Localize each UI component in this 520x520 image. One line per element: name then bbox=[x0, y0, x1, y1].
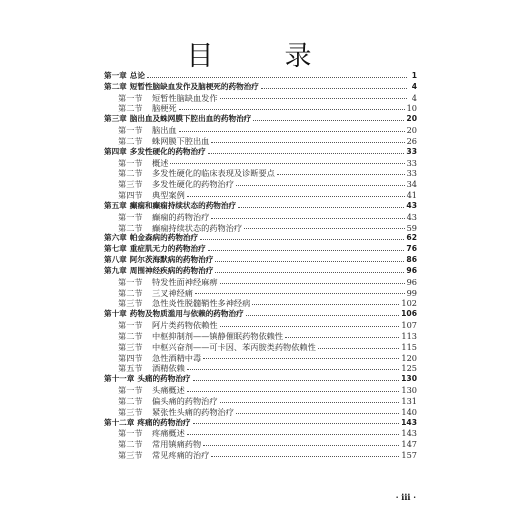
toc-section-row bbox=[104, 212, 417, 223]
toc-leader-dots bbox=[179, 109, 405, 110]
toc-entry-title: 多发性硬化的药物治疗 bbox=[152, 179, 234, 190]
toc-entry-number: 第一节 bbox=[118, 157, 143, 168]
toc-entry-number: 第二节 bbox=[118, 439, 143, 450]
toc-chapter-row bbox=[104, 233, 417, 244]
toc-entry-number: 第十二章 bbox=[104, 417, 135, 427]
toc-leader-dots bbox=[220, 98, 407, 99]
toc-entry-title: 紧张性头痛的药物治疗 bbox=[152, 406, 234, 417]
toc-entry-page: 59 bbox=[406, 222, 417, 233]
toc-entry-number: 第一节 bbox=[118, 385, 143, 396]
toc-entry-title: 头痛的药物治疗 bbox=[137, 374, 191, 384]
toc-entry-title: 酒精依赖 bbox=[152, 363, 185, 374]
toc-entry-page: 4 bbox=[411, 81, 417, 91]
toc-entry-page: 26 bbox=[406, 135, 417, 146]
toc-entry-number: 第八章 bbox=[104, 255, 127, 265]
toc-entry-title: 偏头痛的药物治疗 bbox=[152, 395, 218, 406]
toc-entry-page: 107 bbox=[401, 320, 417, 331]
toc-leader-dots bbox=[193, 423, 400, 424]
toc-leader-dots bbox=[203, 358, 399, 359]
toc-entry-title: 常用镇痛药物 bbox=[152, 439, 202, 450]
toc-section-row bbox=[104, 136, 417, 147]
toc-leader-dots bbox=[236, 413, 399, 414]
toc-entry-number: 第十一章 bbox=[104, 374, 135, 384]
toc-section-row bbox=[104, 407, 417, 418]
toc-leader-dots bbox=[215, 261, 404, 262]
toc-section-row bbox=[104, 342, 417, 353]
toc-chapter-row bbox=[104, 201, 417, 212]
toc-chapter-row bbox=[104, 374, 417, 385]
toc-leader-dots bbox=[203, 445, 399, 446]
toc-entry-page: 4 bbox=[411, 92, 417, 103]
toc-section-row bbox=[104, 179, 417, 190]
toc-leader-dots bbox=[208, 250, 405, 251]
toc-entry-title: 重症肌无力的药物治疗 bbox=[129, 244, 206, 254]
toc-entry-page: 143 bbox=[401, 428, 417, 439]
toc-entry-title: 概述 bbox=[152, 157, 169, 168]
toc-entry-page: 125 bbox=[401, 363, 417, 374]
page-title: 目 录 bbox=[186, 41, 334, 72]
toc-section-row bbox=[104, 125, 417, 136]
table-of-contents bbox=[104, 71, 417, 461]
toc-section-row bbox=[104, 331, 417, 342]
toc-leader-dots bbox=[147, 77, 407, 78]
toc-entry-number: 第三节 bbox=[118, 406, 143, 417]
toc-chapter-row bbox=[104, 71, 417, 82]
toc-leader-dots bbox=[170, 163, 404, 164]
toc-leader-dots bbox=[211, 218, 404, 219]
toc-chapter-row bbox=[104, 309, 417, 320]
toc-entry-page: 33 bbox=[406, 146, 417, 156]
toc-leader-dots bbox=[277, 174, 405, 175]
toc-leader-dots bbox=[211, 456, 399, 457]
toc-entry-number: 第二节 bbox=[118, 222, 143, 233]
toc-leader-dots bbox=[246, 315, 399, 316]
toc-leader-dots bbox=[220, 326, 400, 327]
toc-entry-page: 33 bbox=[406, 168, 417, 179]
toc-leader-dots bbox=[187, 196, 405, 197]
toc-leader-dots bbox=[200, 239, 404, 240]
toc-entry-page: 147 bbox=[401, 439, 417, 450]
toc-leader-dots bbox=[193, 380, 400, 381]
toc-entry-number: 第二节 bbox=[118, 395, 143, 406]
toc-entry-page: 120 bbox=[401, 352, 417, 363]
toc-entry-title: 疼痛概述 bbox=[152, 428, 185, 439]
toc-entry-title: 常见疼痛的治疗 bbox=[152, 449, 210, 460]
toc-entry-title: 总论 bbox=[129, 71, 145, 80]
toc-entry-title: 蛛网膜下腔出血 bbox=[152, 135, 210, 146]
toc-entry-title: 脑出血 bbox=[152, 125, 177, 136]
toc-entry-page: 62 bbox=[406, 233, 417, 243]
toc-entry-number: 第四节 bbox=[118, 352, 143, 363]
toc-leader-dots bbox=[220, 283, 405, 284]
toc-leader-dots bbox=[253, 120, 404, 121]
toc-leader-dots bbox=[187, 434, 400, 435]
toc-entry-page: 157 bbox=[401, 449, 417, 460]
toc-entry-number: 第二节 bbox=[118, 103, 143, 114]
toc-entry-title: 头痛概述 bbox=[152, 385, 185, 396]
toc-entry-title: 癫痫和癫痫持续状态的药物治疗 bbox=[129, 200, 237, 210]
toc-entry-number: 第四章 bbox=[104, 146, 127, 156]
toc-leader-dots bbox=[318, 348, 400, 349]
toc-chapter-row bbox=[104, 114, 417, 125]
toc-leader-dots bbox=[252, 304, 399, 305]
toc-section-row bbox=[104, 93, 417, 104]
toc-entry-page: 76 bbox=[406, 244, 417, 254]
toc-leader-dots bbox=[179, 131, 405, 132]
toc-section-row bbox=[104, 428, 417, 439]
toc-entry-number: 第一节 bbox=[118, 211, 143, 222]
toc-entry-page: 131 bbox=[401, 395, 417, 406]
toc-entry-number: 第三节 bbox=[118, 179, 143, 190]
toc-entry-number: 第一节 bbox=[118, 276, 143, 287]
toc-leader-dots bbox=[238, 207, 404, 208]
toc-section-row bbox=[104, 396, 417, 407]
toc-section-row bbox=[104, 353, 417, 364]
toc-entry-number: 第六章 bbox=[104, 233, 127, 243]
toc-entry-title: 药物及物质滥用与依赖的药物治疗 bbox=[129, 309, 244, 319]
toc-entry-page: 140 bbox=[401, 406, 417, 417]
toc-entry-page: 43 bbox=[406, 200, 417, 210]
toc-section-row bbox=[104, 103, 417, 114]
toc-entry-number: 第五章 bbox=[104, 200, 127, 210]
toc-entry-title: 癫痫持续状态的药物治疗 bbox=[152, 222, 243, 233]
toc-section-row bbox=[104, 158, 417, 169]
toc-chapter-row bbox=[104, 147, 417, 158]
toc-entry-number: 第一节 bbox=[118, 320, 143, 331]
toc-section-row bbox=[104, 385, 417, 396]
toc-entry-number: 第一节 bbox=[118, 92, 143, 103]
toc-entry-page: 130 bbox=[401, 385, 417, 396]
toc-entry-number: 第三节 bbox=[118, 298, 143, 309]
toc-leader-dots bbox=[285, 337, 399, 338]
toc-entry-page: 10 bbox=[406, 103, 417, 114]
toc-section-row bbox=[104, 320, 417, 331]
toc-entry-page: 96 bbox=[406, 265, 417, 275]
toc-entry-number: 第二节 bbox=[118, 287, 143, 298]
toc-section-row bbox=[104, 277, 417, 288]
toc-entry-number: 第二节 bbox=[118, 330, 143, 341]
toc-entry-title: 帕金森病的药物治疗 bbox=[129, 233, 199, 243]
toc-entry-number: 第十章 bbox=[104, 309, 127, 319]
page-number: · iii · bbox=[395, 492, 416, 502]
toc-entry-page: 20 bbox=[406, 125, 417, 136]
toc-entry-title: 周围神经疾病的药物治疗 bbox=[129, 265, 214, 275]
toc-entry-page: 20 bbox=[406, 114, 417, 124]
toc-entry-title: 脑梗死 bbox=[152, 103, 177, 114]
toc-entry-page: 86 bbox=[406, 255, 417, 265]
toc-entry-title: 癫痫的药物治疗 bbox=[152, 211, 210, 222]
toc-entry-page: 99 bbox=[406, 287, 417, 298]
toc-section-row bbox=[104, 363, 417, 374]
toc-entry-title: 多发性硬化的临床表现及诊断要点 bbox=[152, 168, 275, 179]
toc-entry-number: 第三节 bbox=[118, 449, 143, 460]
toc-entry-title: 多发性硬化的药物治疗 bbox=[129, 146, 206, 156]
toc-entry-page: 41 bbox=[406, 190, 417, 201]
toc-entry-page: 96 bbox=[406, 276, 417, 287]
toc-entry-page: 43 bbox=[406, 211, 417, 222]
toc-entry-number: 第四节 bbox=[118, 190, 143, 201]
toc-entry-page: 130 bbox=[401, 374, 417, 384]
toc-entry-title: 急性炎性脱髓鞘性多神经病 bbox=[152, 298, 251, 309]
toc-section-row bbox=[104, 168, 417, 179]
toc-entry-page: 143 bbox=[401, 417, 417, 427]
toc-section-row bbox=[104, 450, 417, 461]
toc-section-row bbox=[104, 298, 417, 309]
toc-leader-dots bbox=[236, 185, 405, 186]
toc-entry-title: 三叉神经痛 bbox=[152, 287, 193, 298]
toc-leader-dots bbox=[187, 391, 400, 392]
toc-entry-title: 中枢兴奋剂——可卡因、苯丙胺类药物依赖性 bbox=[152, 341, 316, 352]
toc-entry-number: 第三章 bbox=[104, 114, 127, 124]
toc-entry-number: 第一节 bbox=[118, 428, 143, 439]
toc-section-row bbox=[104, 288, 417, 299]
toc-entry-page: 1 bbox=[411, 71, 417, 80]
toc-entry-title: 中枢抑制剂——镇静催眠药物依赖性 bbox=[152, 330, 284, 341]
toc-entry-number: 第一章 bbox=[104, 71, 127, 80]
toc-chapter-row bbox=[104, 266, 417, 277]
toc-leader-dots bbox=[187, 369, 400, 370]
toc-leader-dots bbox=[261, 88, 407, 89]
toc-entry-title: 阿尔茨海默病的药物治疗 bbox=[129, 255, 214, 265]
toc-entry-number: 第二节 bbox=[118, 135, 143, 146]
toc-leader-dots bbox=[195, 293, 405, 294]
toc-leader-dots bbox=[215, 272, 404, 273]
toc-entry-title: 短暂性脑缺血发作及脑梗死的药物治疗 bbox=[129, 81, 259, 91]
toc-leader-dots bbox=[220, 402, 400, 403]
toc-entry-page: 106 bbox=[401, 309, 417, 319]
toc-entry-title: 阿片类药物依赖性 bbox=[152, 320, 218, 331]
toc-entry-page: 102 bbox=[401, 298, 417, 309]
toc-section-row bbox=[104, 190, 417, 201]
toc-entry-title: 短暂性脑缺血发作 bbox=[152, 92, 218, 103]
toc-entry-page: 115 bbox=[401, 341, 417, 352]
toc-entry-number: 第一节 bbox=[118, 125, 143, 136]
toc-entry-number: 第五节 bbox=[118, 363, 143, 374]
toc-chapter-row bbox=[104, 244, 417, 255]
toc-entry-title: 疼痛的药物治疗 bbox=[137, 417, 191, 427]
toc-chapter-row bbox=[104, 418, 417, 429]
toc-entry-page: 33 bbox=[406, 157, 417, 168]
toc-entry-title: 典型案例 bbox=[152, 190, 185, 201]
toc-entry-title: 脑出血及蛛网膜下腔出血的药物治疗 bbox=[129, 114, 252, 124]
toc-entry-page: 113 bbox=[401, 330, 417, 341]
toc-section-row bbox=[104, 439, 417, 450]
toc-section-row bbox=[104, 223, 417, 234]
toc-entry-title: 特发性面神经麻痹 bbox=[152, 276, 218, 287]
toc-entry-page: 34 bbox=[406, 179, 417, 190]
toc-entry-title: 急性酒精中毒 bbox=[152, 352, 202, 363]
toc-leader-dots bbox=[244, 228, 405, 229]
toc-leader-dots bbox=[208, 153, 405, 154]
toc-leader-dots bbox=[211, 142, 404, 143]
toc-entry-number: 第三节 bbox=[118, 341, 143, 352]
toc-entry-number: 第二章 bbox=[104, 81, 127, 91]
toc-chapter-row bbox=[104, 82, 417, 93]
toc-entry-number: 第九章 bbox=[104, 265, 127, 275]
toc-entry-number: 第七章 bbox=[104, 244, 127, 254]
toc-chapter-row bbox=[104, 255, 417, 266]
toc-entry-number: 第二节 bbox=[118, 168, 143, 179]
